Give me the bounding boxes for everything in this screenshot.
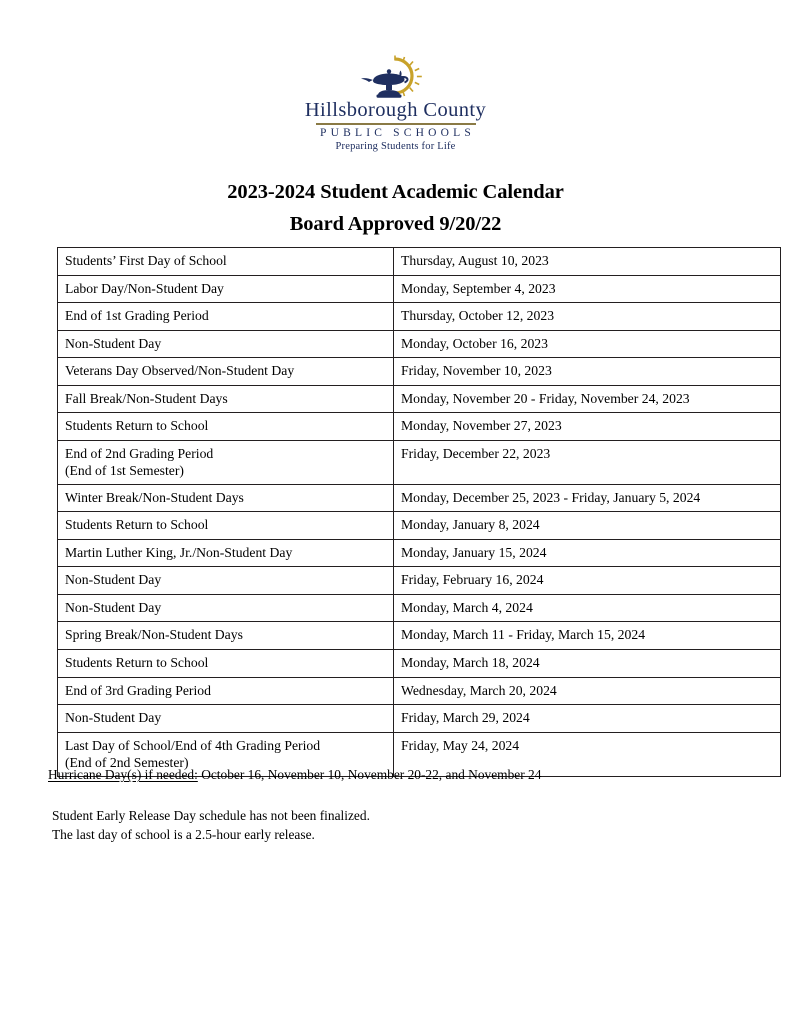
- calendar-event-cell: [58, 622, 394, 650]
- calendar-event-cell: [58, 484, 394, 512]
- calendar-date-cell: Monday, November 20 - Friday, November 24, 2023: [394, 385, 781, 413]
- calendar-date-cell: Friday, May 24, 2024: [394, 732, 781, 776]
- calendar-event-label: Veterans Day Observed/Non-Student Day: [65, 363, 295, 379]
- district-logo: [0, 52, 791, 152]
- calendar-event-cell: [58, 440, 394, 484]
- early-release-note-2: The last day of school is a 2.5-hour early release.: [52, 827, 315, 843]
- table-row: [58, 622, 781, 650]
- calendar-date-cell: Monday, November 27, 2023: [394, 413, 781, 441]
- calendar-event-cell: [58, 649, 394, 677]
- calendar-event-cell: [58, 248, 394, 276]
- logo-divider-rule: [316, 123, 476, 125]
- calendar-date-cell: Friday, November 10, 2023: [394, 358, 781, 386]
- calendar-event-cell: [58, 330, 394, 358]
- calendar-event-cell: [58, 385, 394, 413]
- early-release-note-1: Student Early Release Day schedule has not been finalized.: [52, 808, 370, 823]
- calendar-event-label: Non-Student Day: [65, 572, 162, 588]
- table-row: [58, 705, 781, 733]
- calendar-event-label: Fall Break/Non-Student Days: [65, 390, 228, 406]
- calendar-event-label: End of 3rd Grading Period: [65, 682, 211, 698]
- calendar-event-label: Students Return to School: [65, 517, 209, 533]
- logo-tagline: Preparing Students for Life: [335, 141, 456, 153]
- hurricane-days-note: [48, 766, 541, 783]
- table-row: [58, 303, 781, 331]
- calendar-event-cell: [58, 275, 394, 303]
- calendar-event-cell: [58, 413, 394, 441]
- table-row: [58, 539, 781, 567]
- calendar-event-label: Non-Student Day: [65, 599, 162, 615]
- calendar-date-cell: Thursday, October 12, 2023: [394, 303, 781, 331]
- table-row: [58, 484, 781, 512]
- table-row: [58, 440, 781, 484]
- logo-public-schools: PUBLIC SCHOOLS: [320, 126, 475, 139]
- calendar-date-cell: Friday, December 22, 2023: [394, 440, 781, 484]
- table-row: [58, 594, 781, 622]
- calendar-event-label: Students’ First Day of School: [65, 253, 227, 268]
- calendar-event-cell: [58, 303, 394, 331]
- calendar-date-cell: Monday, March 11 - Friday, March 15, 2024: [394, 622, 781, 650]
- calendar-date-cell: Friday, February 16, 2024: [394, 567, 781, 595]
- calendar-event-cell: [58, 539, 394, 567]
- calendar-event-sublabel: (End of 2nd Semester): [65, 755, 189, 771]
- calendar-date-cell: Monday, September 4, 2023: [394, 275, 781, 303]
- calendar-event-sublabel: (End of 1st Semester): [65, 463, 184, 479]
- calendar-date-cell: Monday, March 4, 2024: [394, 594, 781, 622]
- hurricane-days-value: October 16, November 10, November 20-22, and November 24: [201, 767, 542, 782]
- early-release-notes: [52, 806, 370, 845]
- table-row: [58, 358, 781, 386]
- calendar-event-label: Labor Day/Non-Student Day: [65, 280, 224, 296]
- calendar-event-label: Last Day of School/End of 4th Grading Period: [65, 737, 321, 753]
- calendar-event-label: End of 2nd Grading Period: [65, 445, 214, 461]
- calendar-event-label: Winter Break/Non-Student Days: [65, 489, 244, 505]
- calendar-event-cell: [58, 567, 394, 595]
- logo-district-name: Hillsborough County: [304, 99, 487, 121]
- table-row: [58, 385, 781, 413]
- table-row: [58, 677, 781, 705]
- calendar-date-cell: Monday, October 16, 2023: [394, 330, 781, 358]
- calendar-event-label: End of 1st Grading Period: [65, 308, 209, 324]
- table-row: [58, 248, 781, 276]
- calendar-event-label: Non-Student Day: [65, 335, 162, 351]
- table-row: [58, 567, 781, 595]
- table-row: [58, 330, 781, 358]
- calendar-event-label: Non-Student Day: [65, 710, 162, 726]
- calendar-event-cell: [58, 512, 394, 540]
- title-line-1: 2023-2024 Student Academic Calendar: [227, 181, 564, 203]
- calendar-event-label: Students Return to School: [65, 418, 209, 434]
- table-row: [58, 649, 781, 677]
- table-row: [58, 275, 781, 303]
- calendar-event-label: Martin Luther King, Jr./Non-Student Day: [65, 544, 293, 560]
- calendar-date-cell: Wednesday, March 20, 2024: [394, 677, 781, 705]
- title-line-2: Board Approved 9/20/22: [289, 212, 502, 235]
- calendar-event-label: Students Return to School: [65, 654, 209, 670]
- calendar-event-cell: [58, 358, 394, 386]
- calendar-event-label: Spring Break/Non-Student Days: [65, 627, 243, 643]
- calendar-date-cell: Monday, March 18, 2024: [394, 649, 781, 677]
- calendar-table-body: [58, 248, 781, 777]
- academic-calendar-table: [57, 247, 781, 777]
- calendar-date-cell: Monday, January 15, 2024: [394, 539, 781, 567]
- calendar-event-cell: [58, 594, 394, 622]
- calendar-date-cell: Friday, March 29, 2024: [394, 705, 781, 733]
- calendar-date-cell: Thursday, August 10, 2023: [394, 248, 781, 276]
- calendar-date-cell: Monday, December 25, 2023 - Friday, January 5, 2024: [394, 484, 781, 512]
- table-row: [58, 413, 781, 441]
- calendar-date-cell: Monday, January 8, 2024: [394, 512, 781, 540]
- hurricane-days-label: Hurricane Day(s) if needed:: [48, 767, 198, 782]
- calendar-event-cell: [58, 677, 394, 705]
- lamp-of-knowledge-icon: [343, 52, 448, 102]
- calendar-event-cell: [58, 705, 394, 733]
- page-title: [0, 177, 791, 241]
- table-row: [58, 512, 781, 540]
